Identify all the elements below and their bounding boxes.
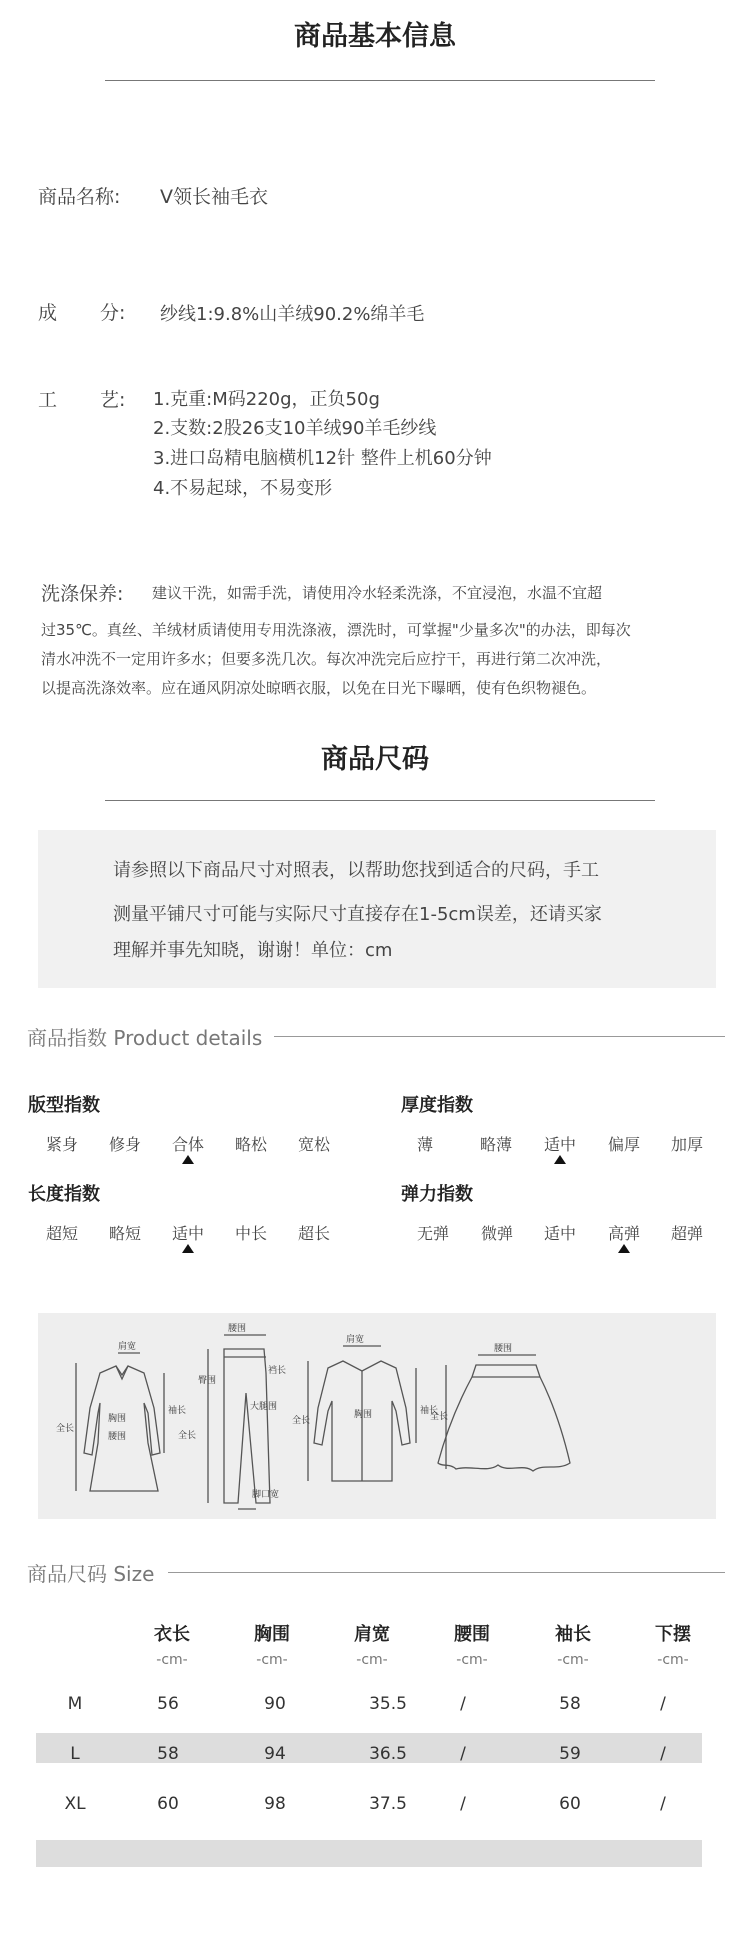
table-cell: 60 (559, 1794, 581, 1814)
size-note-line: 测量平铺尺寸可能与实际尺寸直接存在1-5cm误差，还请买家 (113, 904, 602, 925)
length-option: 超短 (45, 1224, 78, 1243)
thickness-selected-marker (554, 1155, 566, 1164)
composition-label-a: 成 (38, 302, 58, 324)
table-cell: 58 (559, 1694, 581, 1714)
table-cell: / (660, 1744, 666, 1764)
wash-line: 清水冲洗不一定用许多水；但要多洗几次。每次冲洗完后应拧干，再进行第二次冲洗， (41, 650, 612, 668)
col-unit: -cm- (456, 1652, 488, 1668)
thickness-index-title: 厚度指数 (401, 1095, 473, 1116)
length-selected-marker (182, 1244, 194, 1253)
composition-value: 纱线1:9.8%山羊绒90.2%绵羊毛 (160, 304, 425, 325)
pants-diagram (208, 1335, 270, 1509)
elasticity-option: 超弹 (670, 1224, 703, 1243)
col-unit: -cm- (557, 1652, 589, 1668)
col-header: 衣长 (154, 1624, 190, 1645)
shirt-chest-label: 胸围 (354, 1410, 373, 1420)
thickness-option: 加厚 (670, 1135, 703, 1154)
table-row-shade (36, 1840, 702, 1867)
craft-line: 3.进口岛精电脑横机12针 整件上机60分钟 (153, 448, 492, 469)
pants-waist-label: 腰围 (228, 1324, 247, 1334)
elasticity-option: 无弹 (416, 1224, 449, 1243)
col-header: 袖长 (555, 1624, 591, 1645)
table-cell: 60 (157, 1794, 179, 1814)
details-divider (260, 1036, 725, 1037)
craft-line: 1.克重:M码220g，正负50g (153, 389, 380, 410)
wash-line: 建议干洗，如需手洗，请使用冷水轻柔洗涤，不宜浸泡，水温不宜超 (152, 584, 603, 602)
title-divider (105, 80, 655, 81)
wash-label: 洗涤保养: (41, 583, 124, 605)
table-cell: / (660, 1694, 666, 1714)
pants-hip-label: 臀围 (198, 1376, 217, 1386)
wash-line: 以提高洗涤效率。应在通风阴凉处晾晒衣服，以免在日光下曝晒，使有色织物褪色。 (41, 679, 597, 697)
measurement-diagrams (38, 1313, 716, 1519)
thickness-option: 略薄 (479, 1135, 512, 1154)
col-header: 肩宽 (354, 1624, 390, 1645)
col-header: 胸围 (254, 1624, 290, 1645)
size-note-line: 理解并事先知晓，谢谢！单位：cm (113, 940, 393, 961)
size-label: L (70, 1744, 80, 1764)
craft-line: 2.支数:2股26支10羊绒90羊毛纱线 (153, 418, 437, 439)
table-cell: 37.5 (369, 1794, 407, 1814)
elasticity-option: 微弹 (480, 1224, 513, 1243)
skirt-length-label: 全长 (430, 1412, 449, 1422)
thickness-option: 偏厚 (607, 1135, 640, 1154)
wash-line: 过35℃。真丝、羊绒材质请使用专用洗涤液，漂洗时，可掌握"少量多次"的办法，即每次 (41, 621, 631, 639)
col-unit: -cm- (356, 1652, 388, 1668)
pants-rise-label: 裆长 (268, 1366, 287, 1376)
thickness-option: 薄 (416, 1135, 433, 1154)
shirt-shoulder-label: 肩宽 (346, 1335, 365, 1345)
dress-sleeve-label: 袖长 (168, 1406, 187, 1416)
pants-hem-label: 脚口宽 (252, 1490, 280, 1500)
name-label: 商品名称: (38, 186, 121, 208)
name-value: V领长袖毛衣 (160, 186, 268, 208)
table-cell: / (460, 1794, 466, 1814)
fit-selected-marker (182, 1155, 194, 1164)
elasticity-selected-marker (618, 1244, 630, 1253)
basic-info-title: 商品基本信息 (294, 21, 456, 52)
size-table-divider (168, 1572, 725, 1573)
shirt-length-label: 全长 (292, 1416, 311, 1426)
table-cell: / (460, 1744, 466, 1764)
table-cell: 36.5 (369, 1744, 407, 1764)
fit-option: 修身 (108, 1135, 141, 1154)
measurement-figure-panel (38, 1313, 716, 1519)
table-cell: 59 (559, 1744, 581, 1764)
col-header: 下摆 (655, 1624, 691, 1645)
col-unit: -cm- (156, 1652, 188, 1668)
skirt-diagram (438, 1355, 570, 1471)
composition-label-b: 分: (100, 302, 126, 324)
table-cell: / (460, 1694, 466, 1714)
col-unit: -cm- (256, 1652, 288, 1668)
length-option-selected: 适中 (171, 1224, 204, 1243)
skirt-waist-label: 腰围 (494, 1344, 513, 1354)
craft-label-b: 艺: (100, 389, 126, 411)
size-label: M (67, 1694, 83, 1714)
size-note-line: 请参照以下商品尺寸对照表，以帮助您找到适合的尺码，手工 (113, 860, 599, 881)
fit-option: 紧身 (45, 1135, 78, 1154)
table-cell: 98 (264, 1794, 286, 1814)
pants-length-label: 全长 (178, 1431, 197, 1441)
elasticity-option: 适中 (543, 1224, 576, 1243)
fit-option: 略松 (234, 1135, 267, 1154)
length-option: 略短 (108, 1224, 141, 1243)
length-index-title: 长度指数 (28, 1184, 100, 1205)
dress-waist-label: 腰围 (108, 1432, 127, 1442)
size-section-title: 商品尺码 (321, 744, 429, 775)
dress-length-label: 全长 (56, 1424, 75, 1434)
dress-shoulder-label: 肩宽 (118, 1342, 137, 1352)
col-unit: -cm- (657, 1652, 689, 1668)
size-label: XL (64, 1794, 86, 1814)
thickness-option-selected: 适中 (543, 1135, 576, 1154)
fit-option: 宽松 (297, 1135, 330, 1154)
craft-line: 4.不易起球，不易变形 (153, 478, 333, 499)
fit-index-title: 版型指数 (28, 1095, 100, 1116)
shirt-sleeve-label: 袖长 (420, 1406, 439, 1416)
size-table-heading: 商品尺码 Size (27, 1558, 166, 1587)
size-title-divider (105, 800, 655, 801)
length-option: 超长 (297, 1224, 330, 1243)
table-cell: 94 (264, 1744, 286, 1764)
col-header: 腰围 (454, 1624, 490, 1645)
dress-chest-label: 胸围 (108, 1414, 127, 1424)
table-cell: 58 (157, 1744, 179, 1764)
table-cell: 35.5 (369, 1694, 407, 1714)
fit-option-selected: 合体 (171, 1135, 204, 1154)
elasticity-option-selected: 高弹 (607, 1224, 640, 1243)
table-cell: 90 (264, 1694, 286, 1714)
table-cell: 56 (157, 1694, 179, 1714)
length-option: 中长 (234, 1224, 267, 1243)
table-cell: / (660, 1794, 666, 1814)
elasticity-index-title: 弹力指数 (401, 1184, 473, 1205)
product-details-heading: 商品指数 Product details (27, 1022, 274, 1051)
craft-label-a: 工 (38, 389, 58, 411)
pants-thigh-label: 大腿围 (250, 1402, 278, 1412)
